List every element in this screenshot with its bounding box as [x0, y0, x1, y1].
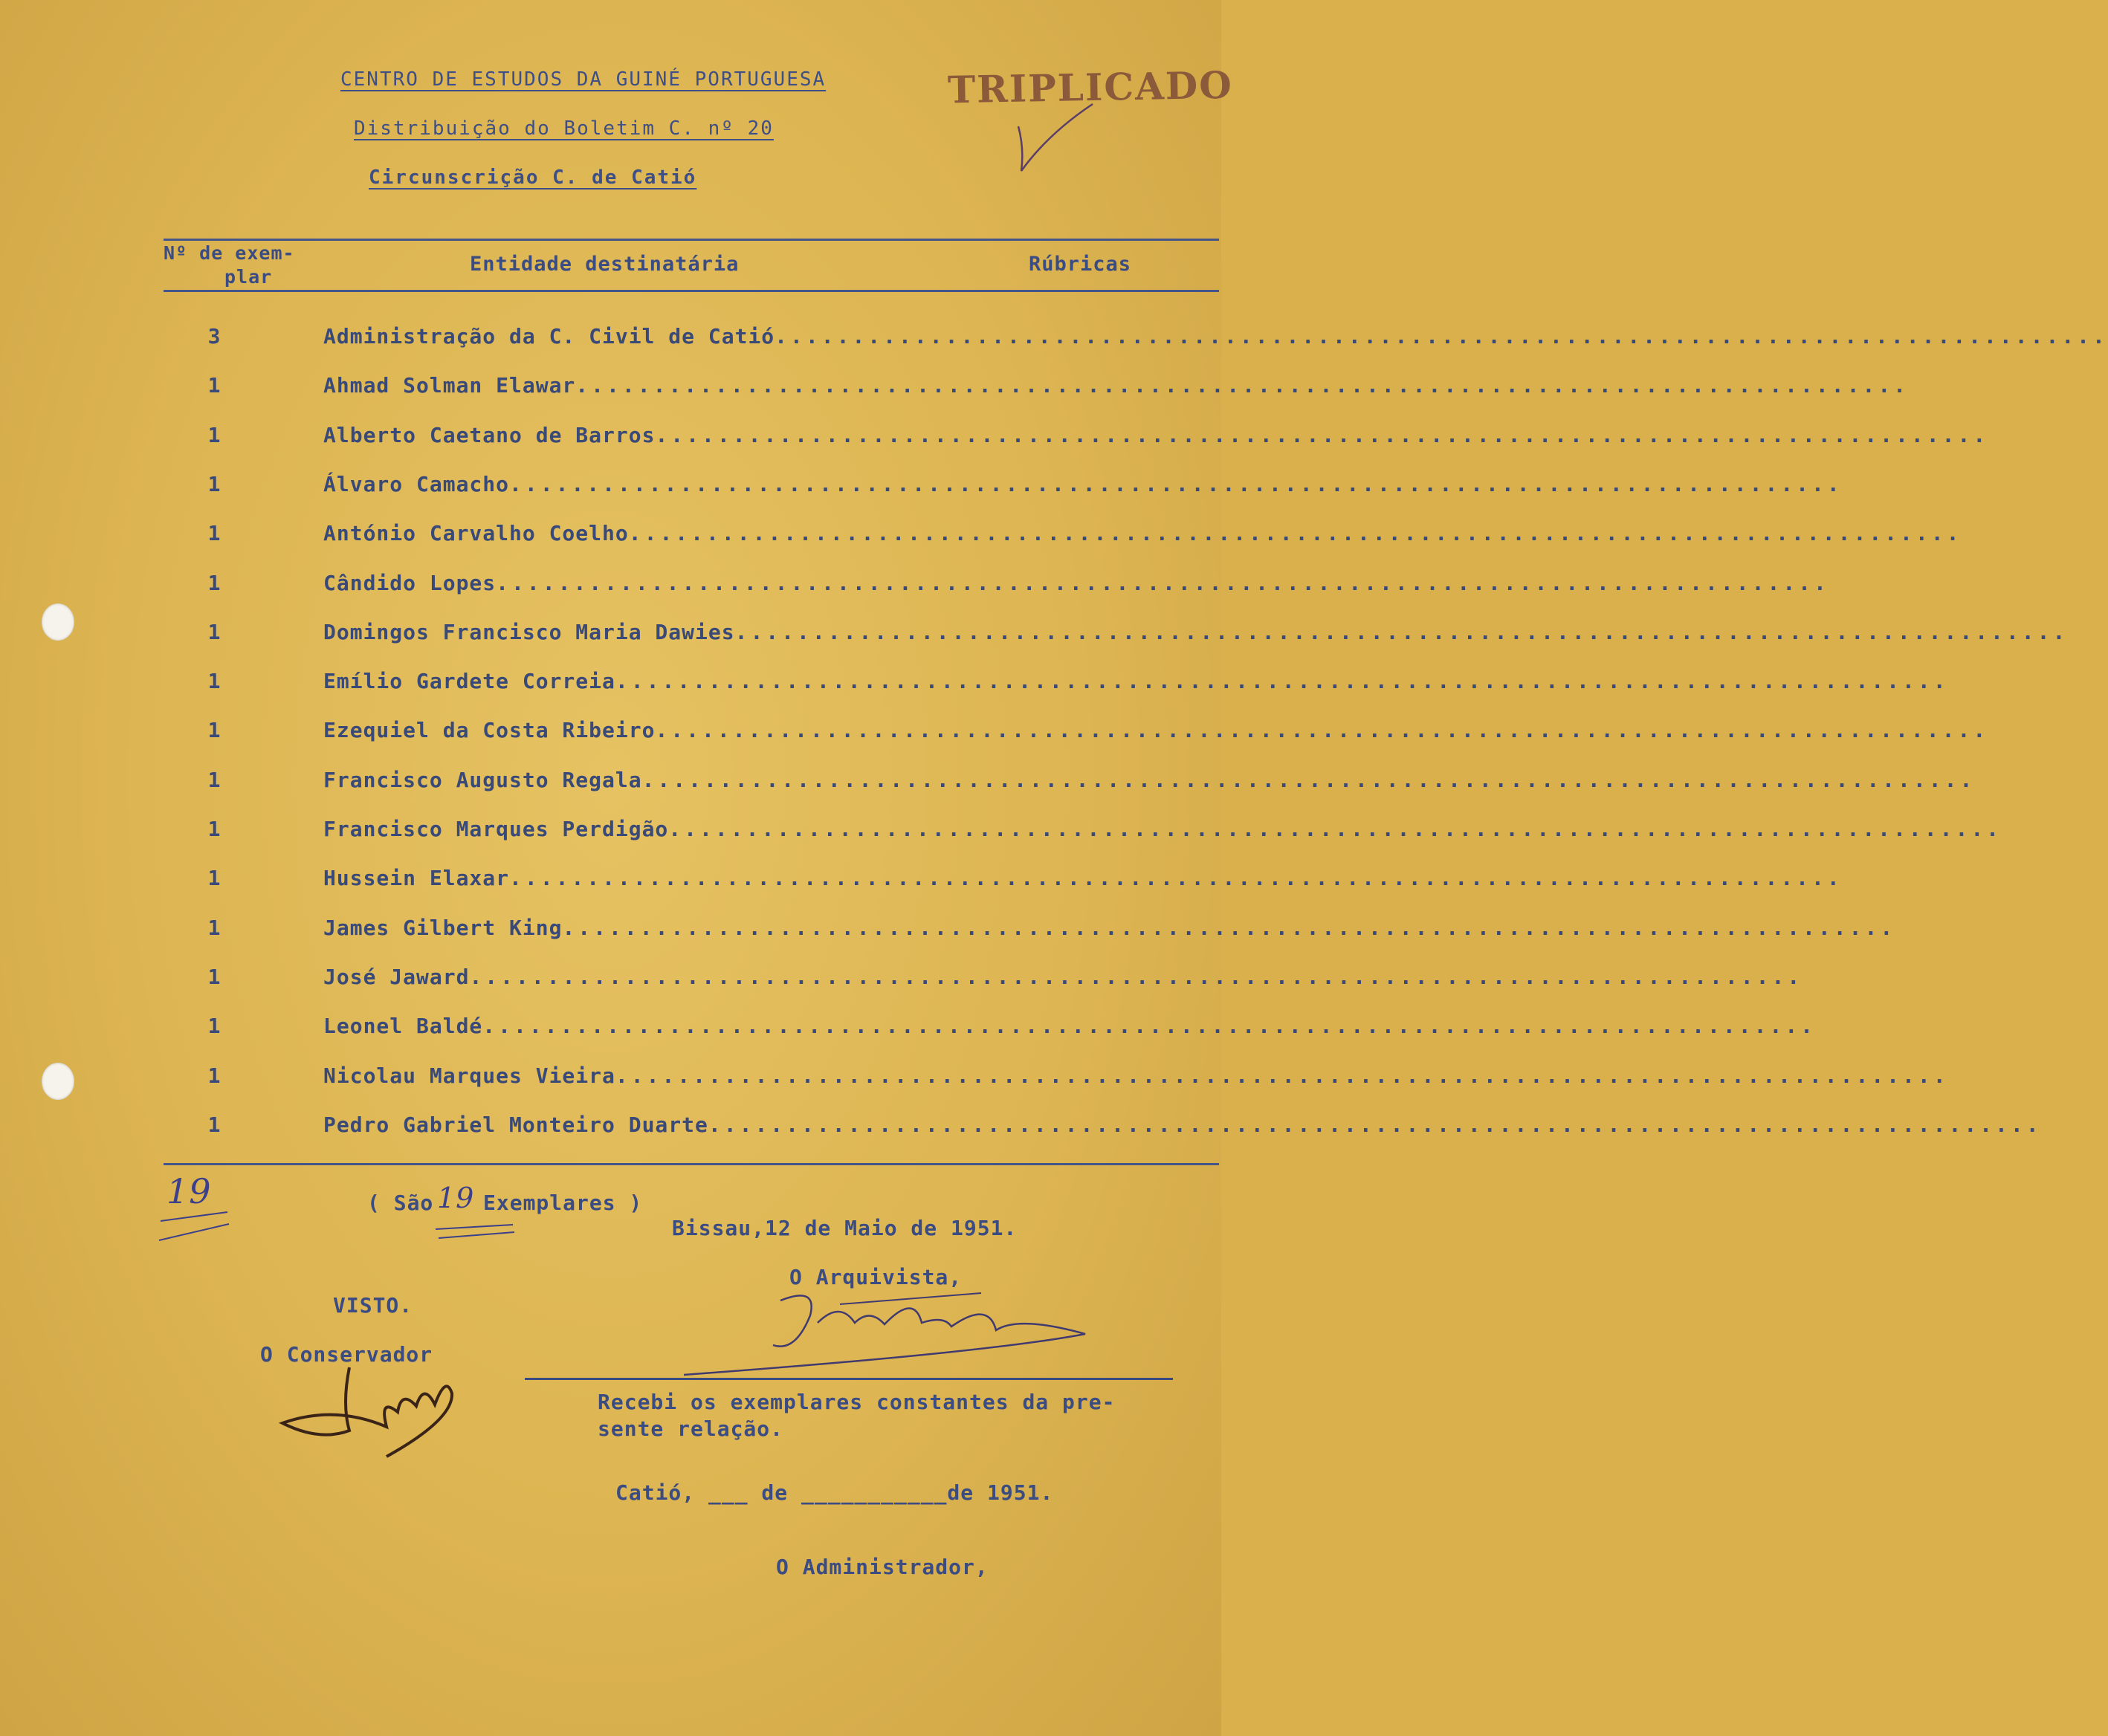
distribution-title: Distribuição do Boletim C. nº 20: [354, 117, 774, 140]
col-number-header-2: plar: [224, 266, 273, 288]
copy-count: 1: [207, 521, 221, 546]
triplicado-stamp: TRIPLICADO: [947, 62, 1234, 112]
total-text-close: Exemplares ): [483, 1191, 643, 1215]
list-item: [0, 422, 1989, 456]
col-signatures-header: Rúbricas: [1029, 253, 1132, 276]
col-entity-header: Entidade destinatária: [470, 253, 740, 276]
leader-dots: ......................................................................................: [509, 471, 1843, 496]
copy-count: 1: [207, 817, 221, 841]
entity-name: Francisco Marques Perdigão: [323, 817, 669, 841]
list-item: [0, 964, 1803, 997]
copy-count: 1: [207, 718, 221, 743]
archivist-label: O Arquivista,: [789, 1265, 963, 1289]
leader-dots: ......................................................................................: [562, 915, 1896, 940]
received-line-2: sente relação.: [598, 1416, 784, 1441]
entity-name-cell: [323, 324, 2108, 349]
list-item: [0, 619, 2069, 652]
entity-name: Domingos Francisco Maria Dawies: [323, 619, 735, 644]
list-item: [0, 324, 2108, 357]
total-text-open: ( São: [367, 1191, 434, 1215]
institution-title: CENTRO DE ESTUDOS DA GUINÉ PORTUGUESA: [340, 68, 827, 91]
handwritten-total: 19: [166, 1171, 212, 1211]
list-item: [0, 471, 1843, 505]
entity-name: António Carvalho Coelho: [323, 521, 629, 546]
copy-count: 1: [207, 1112, 221, 1137]
archivist-signature: [669, 1271, 1115, 1382]
copy-count: 1: [207, 964, 221, 989]
administrador-label: O Administrador,: [776, 1555, 989, 1579]
entity-name-cell: [323, 1014, 1817, 1039]
entity-name: Administração da C. Civil de Catió: [323, 324, 775, 349]
entity-name: Pedro Gabriel Monteiro Duarte: [323, 1112, 708, 1137]
copy-count: 3: [207, 324, 221, 349]
catio-date-line: Catió, ___ de ___________de 1951.: [615, 1480, 1054, 1505]
receipt-rule: [525, 1378, 1173, 1380]
entity-name-cell: [323, 1063, 1949, 1088]
leader-dots: ......................................................................................: [775, 324, 2108, 349]
table-top-rule: [164, 239, 1219, 241]
leader-dots: ......................................................................................: [509, 866, 1843, 891]
list-item: [0, 373, 1910, 406]
leader-dots: ......................................................................................: [575, 373, 1910, 398]
entity-name-cell: [323, 866, 1843, 891]
list-item: [0, 915, 1896, 948]
entity-name-cell: [323, 964, 1803, 989]
copy-count: 1: [207, 866, 221, 891]
visto-label: VISTO.: [333, 1293, 413, 1318]
total-text-underline: [431, 1219, 520, 1241]
list-item: [0, 767, 1976, 800]
entity-name-cell: [323, 471, 1843, 496]
entity-name: Alberto Caetano de Barros: [323, 422, 656, 447]
leader-dots: ......................................................................................: [668, 817, 2002, 841]
list-item: [0, 669, 1949, 702]
total-underline-strokes: [156, 1208, 238, 1245]
entity-name: Hussein Elaxar: [323, 866, 510, 891]
received-line-1: Recebi os exemplares constantes da pre-: [598, 1390, 1116, 1414]
table-header-rule: [164, 290, 1219, 292]
list-item: [0, 1112, 2042, 1145]
leader-dots: ......................................................................................: [655, 718, 1989, 743]
entity-name-cell: [323, 669, 1949, 694]
entity-name-cell: [323, 422, 1989, 447]
copy-count: 1: [207, 767, 221, 792]
entity-name-cell: [323, 1112, 2042, 1137]
entity-name: Álvaro Camacho: [323, 471, 510, 496]
copy-count: 1: [207, 471, 221, 496]
entity-name: Francisco Augusto Regala: [323, 767, 642, 792]
copy-count: 1: [207, 422, 221, 447]
entity-name: Leonel Baldé: [323, 1014, 483, 1039]
leader-dots: ......................................................................................: [615, 669, 1949, 694]
entity-name: José Jaward: [323, 964, 470, 989]
copy-count: 1: [207, 669, 221, 694]
entity-name: Cândido Lopes: [323, 570, 497, 595]
copy-count: 1: [207, 619, 221, 644]
list-item: [0, 866, 1843, 898]
check-mark-icon: [1011, 97, 1100, 178]
copy-count: 1: [207, 1014, 221, 1039]
leader-dots: ......................................................................................: [641, 767, 1976, 792]
leader-dots: ......................................................................................: [655, 422, 1989, 447]
leader-dots: ......................................................................................: [469, 964, 1803, 989]
entity-name-cell: [323, 915, 1896, 940]
table-bottom-rule: [164, 1163, 1219, 1165]
leader-dots: ......................................................................................: [628, 521, 1962, 546]
entity-name-cell: [323, 817, 2002, 841]
leader-dots: ......................................................................................: [615, 1063, 1949, 1088]
leader-dots: ......................................................................................: [708, 1112, 2042, 1137]
entity-name-cell: [323, 767, 1976, 792]
list-item: [0, 521, 1962, 554]
copy-count: 1: [207, 1063, 221, 1088]
leader-dots: ......................................................................................: [482, 1014, 1817, 1039]
conservador-label: O Conservador: [260, 1342, 433, 1367]
entity-name-cell: [323, 521, 1962, 546]
copy-count: 1: [207, 915, 221, 940]
list-item: [0, 817, 2002, 849]
list-item: [0, 1063, 1949, 1096]
copy-count: 1: [207, 373, 221, 398]
entity-name-cell: [323, 619, 2069, 644]
leader-dots: ......................................................................................: [496, 570, 1829, 595]
list-item: [0, 570, 1829, 603]
entity-name: Ahmad Solman Elawar: [323, 373, 576, 398]
leader-dots: ......................................................................................: [734, 619, 2069, 644]
entity-name-cell: [323, 718, 1989, 743]
copy-count: 1: [207, 570, 221, 595]
entity-name-cell: [323, 373, 1910, 398]
total-text-hand: 19: [437, 1182, 475, 1214]
place-date: Bissau,12 de Maio de 1951.: [672, 1216, 1018, 1240]
entity-name: Emílio Gardete Correia: [323, 669, 615, 694]
district-title: Circunscrição C. de Catió: [369, 166, 697, 189]
entity-name-cell: [323, 570, 1829, 595]
conservador-signature: [275, 1360, 483, 1464]
list-item: [0, 718, 1989, 751]
entity-name: James Gilbert King: [323, 915, 563, 940]
entity-name: Nicolau Marques Vieira: [323, 1063, 615, 1088]
list-item: [0, 1014, 1817, 1046]
col-number-header: Nº de exem-: [164, 242, 295, 264]
entity-name: Ezequiel da Costa Ribeiro: [323, 718, 656, 743]
